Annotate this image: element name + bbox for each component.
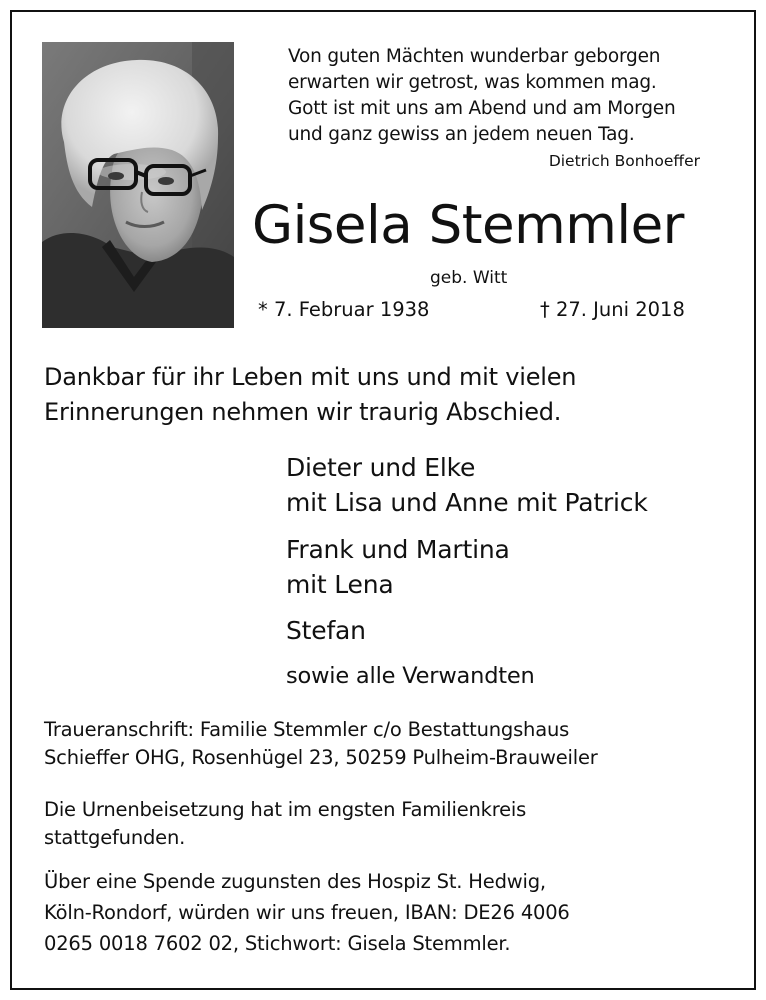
mourning-address xyxy=(44,716,598,772)
deceased-name: Gisela Stemmler xyxy=(252,195,684,256)
portrait-photo-icon xyxy=(42,42,234,328)
quote-author: Dietrich Bonhoeffer xyxy=(548,152,700,170)
family-line: Stefan xyxy=(286,616,366,645)
family-line: Dieter und Elke xyxy=(286,453,476,482)
family-line: sowie alle Verwandten xyxy=(286,663,535,689)
family-group xyxy=(286,613,366,648)
birth-date: * 7. Februar 1938 xyxy=(258,298,430,321)
quote-line: und ganz gewiss an jedem neuen Tag. xyxy=(288,124,635,145)
family-group xyxy=(286,659,535,694)
quote-line: Von guten Mächten wunderbar geborgen xyxy=(288,46,661,67)
farewell-line: Erinnerungen nehmen wir traurig Abschied. xyxy=(44,398,562,426)
family-group xyxy=(286,450,648,520)
farewell-line: Dankbar für ihr Leben mit uns und mit vielen xyxy=(44,363,577,391)
donation-line: Köln-Rondorf, würden wir uns freuen, IBAN: DE26 4006 xyxy=(44,901,570,924)
address-line: Traueranschrift: Familie Stemmler c/o Bestattungshaus xyxy=(44,718,570,741)
maiden-name: geb. Witt xyxy=(430,268,508,288)
family-line: mit Lena xyxy=(286,570,394,599)
donation-line: Über eine Spende zugunsten des Hospiz St. Hedwig, xyxy=(44,870,546,893)
death-date: † 27. Juni 2018 xyxy=(540,298,685,321)
family-group xyxy=(286,532,510,602)
urn-burial-note xyxy=(44,796,526,852)
urn-line: Die Urnenbeisetzung hat im engsten Familienkreis xyxy=(44,798,527,821)
portrait-photo xyxy=(42,42,234,328)
urn-line: stattgefunden. xyxy=(44,826,186,849)
family-line: mit Lisa und Anne mit Patrick xyxy=(286,488,648,517)
family-line: Frank und Martina xyxy=(286,535,510,564)
quote xyxy=(288,44,728,148)
address-line: Schieffer OHG, Rosenhügel 23, 50259 Pulheim-Brauweiler xyxy=(44,746,598,769)
donation-note xyxy=(44,866,570,959)
farewell-text xyxy=(44,360,576,430)
quote-line: Gott ist mit uns am Abend und am Morgen xyxy=(288,98,676,119)
quote-line: erwarten wir getrost, was kommen mag. xyxy=(288,72,657,93)
donation-line: 0265 0018 7602 02, Stichwort: Gisela Stemmler. xyxy=(44,932,511,955)
